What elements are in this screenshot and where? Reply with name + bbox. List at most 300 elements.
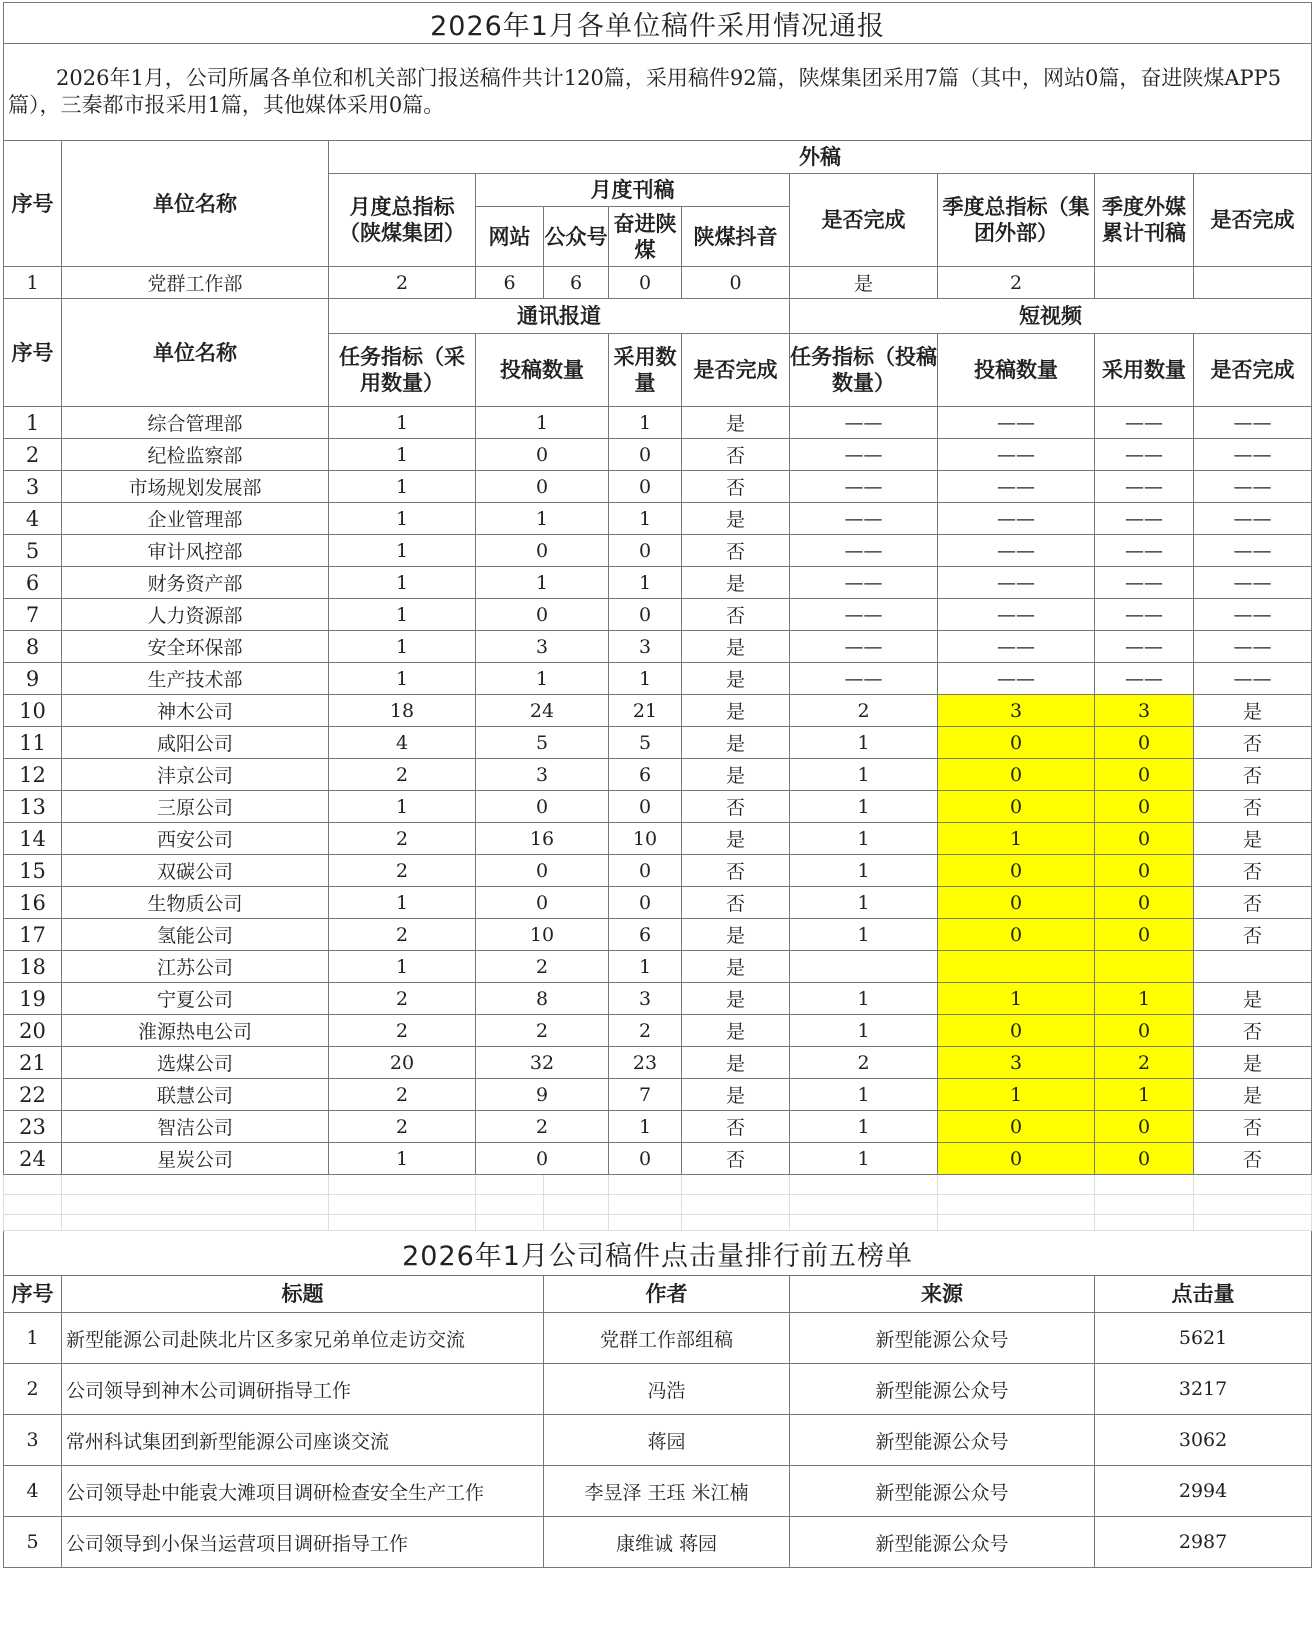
cell-unit: 财务资产部 [62,567,329,599]
cell-unit: 西安公司 [62,823,329,855]
ext-cell-douyin: 0 [682,267,790,299]
cell-vsubmit: 0 [938,855,1095,887]
table-row [4,1047,1312,1079]
cell-seq: 22 [4,1079,62,1111]
cell-done: 是 [682,407,790,439]
cell-vsubmit: 3 [938,695,1095,727]
ext-header-web: 网站 [476,207,544,267]
cell-adopt: 10 [609,823,682,855]
ext-cell-q-target: 2 [938,267,1095,299]
cell-unit: 纪检监察部 [62,439,329,471]
table-row [4,1015,1312,1047]
cell-vsubmit: 0 [938,887,1095,919]
cell-vsubmit: —— [938,503,1095,535]
cell-submit: 2 [476,951,609,983]
ranking-title: 2026年1月公司稿件点击量排行前五榜单 [4,1231,1312,1276]
ext-cell-q-done [1194,267,1312,299]
cell-seq: 5 [4,535,62,567]
cell-submit: 10 [476,919,609,951]
cell-vadopt: 1 [1095,1079,1194,1111]
cell-seq: 10 [4,695,62,727]
cell-vdone: —— [1194,631,1312,663]
cell-adopt: 0 [609,439,682,471]
rank-cell-title[interactable]: 新型能源公司赴陕北片区多家兄弟单位走访交流 [62,1313,544,1364]
rank-cell-source: 新型能源公众号 [790,1517,1095,1568]
cell-vtask [790,951,938,983]
cell-unit: 综合管理部 [62,407,329,439]
cell-done: 否 [682,535,790,567]
table-row [4,567,1312,599]
cell-submit: 1 [476,407,609,439]
table-row [4,983,1312,1015]
cell-vadopt: —— [1095,407,1194,439]
int-header-v-done: 是否完成 [1194,334,1312,407]
ext-header-seq: 序号 [4,141,62,267]
rank-header-source: 来源 [790,1276,1095,1313]
cell-vtask: 1 [790,1015,938,1047]
table-row [4,855,1312,887]
cell-submit: 2 [476,1111,609,1143]
cell-vdone: —— [1194,599,1312,631]
cell-vadopt: 3 [1095,695,1194,727]
cell-done: 是 [682,1015,790,1047]
table-row [4,503,1312,535]
cell-adopt: 0 [609,535,682,567]
cell-task: 1 [329,599,476,631]
cell-vdone: 否 [1194,919,1312,951]
int-header-v-task: 任务指标（投稿数量） [790,334,938,407]
cell-seq: 11 [4,727,62,759]
cell-vtask: —— [790,407,938,439]
cell-vsubmit: —— [938,535,1095,567]
cell-submit: 0 [476,887,609,919]
table-row [4,695,1312,727]
rank-cell-seq: 2 [4,1364,62,1415]
cell-adopt: 3 [609,631,682,663]
ranking-row [4,1313,1312,1364]
table-row [4,823,1312,855]
cell-submit: 0 [476,439,609,471]
cell-vsubmit: 0 [938,727,1095,759]
cell-unit: 双碳公司 [62,855,329,887]
cell-submit: 2 [476,1015,609,1047]
cell-seq: 7 [4,599,62,631]
cell-adopt: 6 [609,759,682,791]
table-row [4,663,1312,695]
cell-task: 1 [329,407,476,439]
cell-adopt: 1 [609,1111,682,1143]
cell-submit: 0 [476,471,609,503]
table-row [4,951,1312,983]
cell-seq: 23 [4,1111,62,1143]
rank-cell-source: 新型能源公众号 [790,1415,1095,1466]
cell-task: 2 [329,759,476,791]
cell-vsubmit: 3 [938,1047,1095,1079]
cell-vadopt: —— [1095,663,1194,695]
cell-adopt: 1 [609,503,682,535]
cell-unit: 生物质公司 [62,887,329,919]
cell-done: 否 [682,1111,790,1143]
cell-adopt: 0 [609,791,682,823]
rank-cell-clicks: 3062 [1095,1415,1312,1466]
cell-task: 18 [329,695,476,727]
cell-vdone: —— [1194,439,1312,471]
rank-header-clicks: 点击量 [1095,1276,1312,1313]
cell-task: 4 [329,727,476,759]
rank-cell-title[interactable]: 公司领导到神木公司调研指导工作 [62,1364,544,1415]
cell-adopt: 0 [609,887,682,919]
cell-vtask: 1 [790,1111,938,1143]
cell-adopt: 1 [609,407,682,439]
cell-vadopt: 0 [1095,919,1194,951]
ext-header-monthly-target: 月度总指标（陕煤集团） [329,174,476,267]
cell-vadopt: 0 [1095,823,1194,855]
cell-task: 1 [329,951,476,983]
rank-cell-source: 新型能源公众号 [790,1466,1095,1517]
cell-done: 是 [682,1079,790,1111]
cell-vsubmit: 0 [938,1015,1095,1047]
cell-done: 是 [682,919,790,951]
ranking-row [4,1415,1312,1466]
cell-vdone: —— [1194,407,1312,439]
cell-vadopt: 0 [1095,855,1194,887]
cell-submit: 8 [476,983,609,1015]
cell-vsubmit: 1 [938,1079,1095,1111]
cell-vdone: 是 [1194,823,1312,855]
cell-adopt: 5 [609,727,682,759]
report-intro: 2026年1月，公司所属各单位和机关部门报送稿件共计120篇，采用稿件92篇，陕煤集团采用7篇（其中，网站0篇，奋进陕煤APP5篇），三秦都市报采用1篇，其他媒体采用0篇。 [4,44,1312,141]
cell-vsubmit: 0 [938,759,1095,791]
rank-cell-seq: 4 [4,1466,62,1517]
cell-seq: 17 [4,919,62,951]
cell-done: 是 [682,823,790,855]
cell-vsubmit: 0 [938,919,1095,951]
ext-header-monthly-pub: 月度刊稿 [476,174,790,207]
cell-vdone: 否 [1194,855,1312,887]
cell-done: 是 [682,663,790,695]
rank-cell-seq: 3 [4,1415,62,1466]
cell-vdone: —— [1194,503,1312,535]
cell-vdone: 否 [1194,727,1312,759]
rank-cell-title[interactable]: 公司领导到小保当运营项目调研指导工作 [62,1517,544,1568]
cell-task: 1 [329,631,476,663]
cell-seq: 24 [4,1143,62,1175]
ext-cell-done: 是 [790,267,938,299]
cell-task: 2 [329,983,476,1015]
cell-vdone: —— [1194,471,1312,503]
cell-vadopt: 0 [1095,1015,1194,1047]
cell-vdone: —— [1194,663,1312,695]
table-row [4,759,1312,791]
cell-vdone: 否 [1194,1143,1312,1175]
cell-vtask: —— [790,503,938,535]
cell-vsubmit: —— [938,407,1095,439]
rank-cell-seq: 5 [4,1517,62,1568]
cell-task: 1 [329,535,476,567]
ext-row [4,267,1312,299]
cell-done: 是 [682,759,790,791]
cell-vadopt: 0 [1095,727,1194,759]
cell-vadopt: 1 [1095,983,1194,1015]
cell-vdone: 否 [1194,1111,1312,1143]
cell-vadopt: —— [1095,503,1194,535]
cell-adopt: 2 [609,1015,682,1047]
ext-header-unit: 单位名称 [62,141,329,267]
cell-unit: 神木公司 [62,695,329,727]
rank-cell-author: 蒋园 [544,1415,790,1466]
int-header-news: 通讯报道 [329,299,790,334]
spreadsheet [3,2,1311,1568]
cell-done: 否 [682,791,790,823]
cell-vtask: 1 [790,983,938,1015]
cell-done: 是 [682,631,790,663]
cell-done: 否 [682,1143,790,1175]
cell-adopt: 7 [609,1079,682,1111]
cell-task: 20 [329,1047,476,1079]
cell-unit: 淮源热电公司 [62,1015,329,1047]
cell-task: 1 [329,439,476,471]
cell-vadopt [1095,951,1194,983]
cell-task: 1 [329,567,476,599]
ext-cell-wechat: 6 [544,267,609,299]
rank-cell-source: 新型能源公众号 [790,1364,1095,1415]
cell-submit: 5 [476,727,609,759]
cell-seq: 9 [4,663,62,695]
cell-vsubmit: 0 [938,1111,1095,1143]
cell-submit: 32 [476,1047,609,1079]
ranking-row [4,1466,1312,1517]
int-header-task: 任务指标（采用数量） [329,334,476,407]
cell-task: 1 [329,503,476,535]
cell-vtask: 1 [790,919,938,951]
cell-adopt: 0 [609,855,682,887]
cell-unit: 三原公司 [62,791,329,823]
cell-unit: 人力资源部 [62,599,329,631]
cell-vdone: 否 [1194,1015,1312,1047]
table-row [4,1143,1312,1175]
cell-submit: 0 [476,791,609,823]
cell-vdone: 是 [1194,695,1312,727]
rank-header-title: 标题 [62,1276,544,1313]
cell-vadopt: 0 [1095,887,1194,919]
cell-vsubmit: —— [938,567,1095,599]
ext-header-q-done: 是否完成 [1194,174,1312,267]
rank-cell-source: 新型能源公众号 [790,1313,1095,1364]
rank-cell-author: 康维诚 蒋园 [544,1517,790,1568]
cell-vtask: —— [790,471,938,503]
cell-task: 2 [329,919,476,951]
cell-vtask: 1 [790,791,938,823]
ext-cell-web: 6 [476,267,544,299]
cell-task: 1 [329,887,476,919]
rank-cell-clicks: 2987 [1095,1517,1312,1568]
cell-done: 是 [682,951,790,983]
cell-done: 否 [682,439,790,471]
cell-vadopt: 0 [1095,1111,1194,1143]
cell-unit: 企业管理部 [62,503,329,535]
cell-vsubmit: —— [938,663,1095,695]
cell-vtask: —— [790,567,938,599]
cell-vtask: 1 [790,727,938,759]
cell-task: 1 [329,471,476,503]
table-row [4,535,1312,567]
int-header-unit: 单位名称 [62,299,329,407]
ext-cell-seq: 1 [4,267,62,299]
int-header-video: 短视频 [790,299,1312,334]
cell-seq: 2 [4,439,62,471]
table-row [4,1079,1312,1111]
cell-vsubmit: 1 [938,983,1095,1015]
cell-vtask: —— [790,535,938,567]
cell-seq: 3 [4,471,62,503]
cell-vtask: —— [790,631,938,663]
cell-done: 是 [682,983,790,1015]
cell-unit: 智洁公司 [62,1111,329,1143]
cell-unit: 安全环保部 [62,631,329,663]
cell-submit: 0 [476,535,609,567]
cell-seq: 16 [4,887,62,919]
cell-done: 否 [682,887,790,919]
cell-vdone [1194,951,1312,983]
cell-vtask: 1 [790,823,938,855]
cell-seq: 1 [4,407,62,439]
cell-unit: 咸阳公司 [62,727,329,759]
int-header-v-adopt: 采用数量 [1095,334,1194,407]
rank-cell-title[interactable]: 常州科试集团到新型能源公司座谈交流 [62,1415,544,1466]
cell-submit: 3 [476,759,609,791]
cell-vdone: 否 [1194,887,1312,919]
cell-task: 1 [329,663,476,695]
table-row [4,919,1312,951]
rank-cell-author: 冯浩 [544,1364,790,1415]
rank-cell-author: 李昱泽 王珏 米江楠 [544,1466,790,1517]
cell-vdone: —— [1194,535,1312,567]
cell-done: 是 [682,727,790,759]
cell-task: 1 [329,1143,476,1175]
rank-cell-title[interactable]: 公司领导赴中能袁大滩项目调研检查安全生产工作 [62,1466,544,1517]
cell-unit: 选煤公司 [62,1047,329,1079]
rank-cell-seq: 1 [4,1313,62,1364]
cell-seq: 15 [4,855,62,887]
cell-vsubmit: —— [938,631,1095,663]
rank-cell-clicks: 2994 [1095,1466,1312,1517]
rank-header-seq: 序号 [4,1276,62,1313]
cell-vdone: 否 [1194,791,1312,823]
cell-vadopt: —— [1095,439,1194,471]
cell-submit: 0 [476,855,609,887]
ext-header-douyin: 陕煤抖音 [682,207,790,267]
cell-submit: 9 [476,1079,609,1111]
cell-done: 是 [682,695,790,727]
cell-vtask: 2 [790,1047,938,1079]
cell-unit: 江苏公司 [62,951,329,983]
cell-unit: 星炭公司 [62,1143,329,1175]
cell-vtask: 2 [790,695,938,727]
ext-header-q-cum: 季度外媒累计刊稿 [1095,174,1194,267]
int-header-v-submit: 投稿数量 [938,334,1095,407]
cell-vdone: 是 [1194,1079,1312,1111]
int-header-done: 是否完成 [682,334,790,407]
cell-seq: 18 [4,951,62,983]
report-table [3,2,1312,1568]
cell-done: 是 [682,1047,790,1079]
rank-cell-clicks: 3217 [1095,1364,1312,1415]
cell-seq: 6 [4,567,62,599]
ext-cell-fjsm: 0 [609,267,682,299]
cell-seq: 20 [4,1015,62,1047]
cell-vadopt: —— [1095,567,1194,599]
ext-cell-unit: 党群工作部 [62,267,329,299]
cell-seq: 8 [4,631,62,663]
cell-unit: 审计风控部 [62,535,329,567]
cell-vtask: 1 [790,887,938,919]
cell-adopt: 21 [609,695,682,727]
rank-cell-clicks: 5621 [1095,1313,1312,1364]
cell-vadopt: —— [1095,535,1194,567]
ranking-row [4,1364,1312,1415]
cell-vdone: 是 [1194,983,1312,1015]
cell-unit: 生产技术部 [62,663,329,695]
cell-submit: 1 [476,503,609,535]
cell-vtask: 1 [790,855,938,887]
cell-submit: 0 [476,599,609,631]
cell-seq: 4 [4,503,62,535]
cell-unit: 氢能公司 [62,919,329,951]
int-header-seq: 序号 [4,299,62,407]
ext-cell-q-cum [1095,267,1194,299]
cell-submit: 1 [476,663,609,695]
cell-vsubmit: —— [938,471,1095,503]
cell-adopt: 1 [609,567,682,599]
ext-header-done: 是否完成 [790,174,938,267]
cell-vtask: 1 [790,1079,938,1111]
table-row [4,439,1312,471]
cell-vdone: 否 [1194,759,1312,791]
cell-task: 2 [329,855,476,887]
table-row [4,1111,1312,1143]
table-row [4,471,1312,503]
cell-vsubmit [938,951,1095,983]
cell-done: 是 [682,503,790,535]
cell-vdone: 是 [1194,1047,1312,1079]
cell-task: 1 [329,791,476,823]
cell-done: 是 [682,567,790,599]
cell-vtask: —— [790,599,938,631]
table-row [4,887,1312,919]
cell-vadopt: —— [1095,471,1194,503]
cell-vsubmit: —— [938,439,1095,471]
cell-adopt: 6 [609,919,682,951]
table-row [4,631,1312,663]
cell-adopt: 1 [609,663,682,695]
cell-vadopt: 0 [1095,791,1194,823]
cell-submit: 24 [476,695,609,727]
table-row [4,791,1312,823]
cell-submit: 0 [476,1143,609,1175]
ext-header-wechat: 公众号 [544,207,609,267]
report-title: 2026年1月各单位稿件采用情况通报 [4,3,1312,44]
cell-adopt: 0 [609,599,682,631]
cell-task: 2 [329,1015,476,1047]
ranking-row [4,1517,1312,1568]
table-row [4,407,1312,439]
cell-vtask: 1 [790,759,938,791]
cell-seq: 19 [4,983,62,1015]
cell-vtask: —— [790,439,938,471]
cell-seq: 12 [4,759,62,791]
ext-cell-target: 2 [329,267,476,299]
rank-cell-author: 党群工作部组稿 [544,1313,790,1364]
